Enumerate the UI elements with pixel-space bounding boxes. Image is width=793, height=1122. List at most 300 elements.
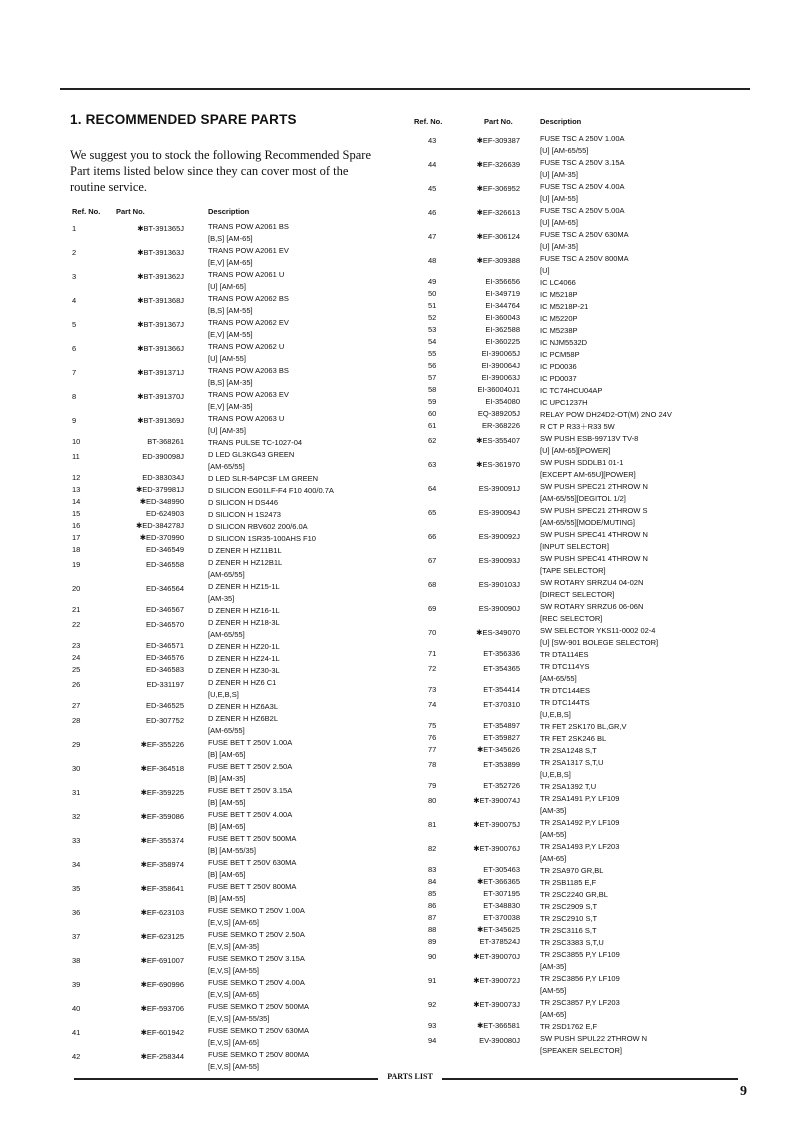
description	[540, 385, 738, 397]
part-no: ES-390103J	[478, 580, 520, 589]
table-row	[70, 665, 390, 677]
table-row	[70, 653, 390, 665]
part-no: ✱ET-390076J	[473, 844, 520, 853]
table-row	[398, 925, 738, 937]
description-line: [B] [AM-55]	[208, 894, 246, 903]
description	[540, 157, 738, 181]
part-no: ✱EF-623103	[140, 908, 184, 917]
part-no: EI-349719	[485, 289, 520, 298]
table-row	[398, 973, 738, 997]
description-line: D ZENER H HZ12B1L	[208, 558, 283, 567]
table-row	[398, 373, 738, 385]
part-no: ✱EF-355374	[140, 836, 184, 845]
part-no: ED-383034J	[142, 473, 184, 482]
table-row	[398, 781, 738, 793]
description-line: FUSE SEMKO T 250V 2.50A	[208, 930, 305, 939]
description-line: SW PUSH ESB-99713V TV-8	[540, 434, 639, 443]
table-row	[398, 901, 738, 913]
description-line: FUSE BET T 250V 3.15A	[208, 786, 293, 795]
ref-no: 84	[428, 877, 437, 886]
description	[540, 277, 738, 289]
description-line: [AM-65/55]	[208, 726, 245, 735]
ref-no: 72	[428, 664, 437, 673]
description	[208, 413, 390, 437]
description-line: [B] [AM-65]	[208, 750, 246, 759]
description-line: [U] [AM-35]	[540, 170, 578, 179]
ref-no: 50	[428, 289, 437, 298]
ref-no: 70	[428, 628, 437, 637]
ref-no: 58	[428, 385, 437, 394]
description-line: IC NJM5532D	[540, 338, 588, 347]
table-row	[398, 889, 738, 901]
part-no: ✱ET-345625	[477, 925, 520, 934]
table-row	[398, 577, 738, 601]
ref-no: 16	[72, 521, 81, 530]
description-line: TR DTC144ES	[540, 686, 591, 695]
description	[208, 221, 390, 245]
ref-no: 37	[72, 932, 81, 941]
part-no: EI-390063J	[481, 373, 520, 382]
part-no: BT-368261	[147, 437, 184, 446]
table-row	[70, 905, 390, 929]
description-line: TR 2SD1762 E,F	[540, 1022, 598, 1031]
description-line: SW PUSH SDDLB1 01-1	[540, 458, 624, 467]
ref-no: 22	[72, 620, 81, 629]
description-line: [AM-65/55]	[208, 462, 245, 471]
description	[208, 521, 390, 533]
description-line: TR FET 2SK246 BL	[540, 734, 607, 743]
description	[208, 881, 390, 905]
table-row	[398, 757, 738, 781]
description-line: SW PUSH SPEC21 2THROW S	[540, 506, 648, 515]
right-table-header	[398, 117, 738, 133]
table-row	[398, 817, 738, 841]
ref-no: 47	[428, 232, 437, 241]
description	[208, 545, 390, 557]
description-line: [B] [AM-65]	[208, 870, 246, 879]
description-line: [U] [AM-65/55]	[540, 146, 589, 155]
table-row	[398, 625, 738, 649]
description-line: [AM-65/55]	[208, 570, 245, 579]
description-line: IC M5218P-21	[540, 302, 589, 311]
description-line: [B] [AM-35]	[208, 774, 246, 783]
description-line: FUSE TSC A 250V 3.15A	[540, 158, 625, 167]
description-line: TRANS POW A2063 EV	[208, 390, 289, 399]
description	[540, 733, 738, 745]
part-no: ED-346576	[146, 653, 184, 662]
ref-no: 5	[72, 320, 77, 329]
table-row	[70, 809, 390, 833]
description	[540, 649, 738, 661]
ref-no: 94	[428, 1036, 437, 1045]
description	[208, 533, 390, 545]
description	[540, 301, 738, 313]
description-line: SW ROTARY SRRZU6 06-06N	[540, 602, 644, 611]
description	[208, 653, 390, 665]
ref-no: 69	[428, 604, 437, 613]
description	[208, 293, 390, 317]
description-line: TRANS POW A2062 BS	[208, 294, 289, 303]
part-no: EQ-389205J	[477, 409, 520, 418]
part-no: ET-352726	[483, 781, 520, 790]
description-line: FUSE TSC A 250V 1.00A	[540, 134, 625, 143]
description	[540, 697, 738, 721]
ref-no: 42	[72, 1052, 81, 1061]
part-no: ✱EF-359086	[140, 812, 184, 821]
table-row	[398, 313, 738, 325]
part-no: ED-307752	[146, 716, 184, 725]
table-row	[398, 289, 738, 301]
description-line: [U,E,B,S]	[540, 770, 571, 779]
description-line: IC PD0037	[540, 374, 577, 383]
description	[208, 497, 390, 509]
table-row	[70, 317, 390, 341]
description-line: IC LC4066	[540, 278, 576, 287]
ref-no: 52	[428, 313, 437, 322]
part-no: ER-368226	[482, 421, 520, 430]
description-line: TRANS POW A2061 EV	[208, 246, 289, 255]
section-title: 1. RECOMMENDED SPARE PARTS	[70, 112, 297, 127]
part-no: ES-390094J	[478, 508, 520, 517]
table-row	[398, 793, 738, 817]
description	[540, 457, 738, 481]
ref-no: 36	[72, 908, 81, 917]
ref-no: 13	[72, 485, 81, 494]
ref-no: 24	[72, 653, 81, 662]
description	[540, 313, 738, 325]
description-line: D ZENER H HZ30-3L	[208, 666, 280, 675]
ref-no: 14	[72, 497, 81, 506]
table-row	[70, 365, 390, 389]
description	[540, 421, 738, 433]
description-line: [AM-65/55][DEGITOL 1/2]	[540, 494, 626, 503]
description-line: FUSE SEMKO T 250V 4.00A	[208, 978, 305, 987]
description-line: D ZENER H HZ24-1L	[208, 654, 280, 663]
part-no: ✱BT-391371J	[137, 368, 184, 377]
table-row	[398, 409, 738, 421]
part-no: ✱EF-306952	[476, 184, 520, 193]
table-row	[398, 877, 738, 889]
description	[540, 625, 738, 649]
ref-no: 4	[72, 296, 77, 305]
description	[208, 437, 390, 449]
description	[208, 485, 390, 497]
ref-no: 19	[72, 560, 81, 569]
description-line: [INPUT SELECTOR]	[540, 542, 609, 551]
description	[540, 361, 738, 373]
ref-no: 29	[72, 740, 81, 749]
part-no: ED-346583	[146, 665, 184, 674]
part-no: ✱EF-593706	[140, 1004, 184, 1013]
description-line: [E,V,S] [AM-65]	[208, 918, 259, 927]
description-line: TR 2SC3856 P,Y LF109	[540, 974, 620, 983]
description-line: D SILICON H DS446	[208, 498, 279, 507]
part-no: ✱EF-326639	[476, 160, 520, 169]
table-row	[398, 181, 738, 205]
description	[540, 397, 738, 409]
footer-label: PARTS LIST	[387, 1072, 433, 1081]
part-no: EV-390080J	[479, 1036, 520, 1045]
table-row	[70, 857, 390, 881]
part-no: ✱EF-623125	[140, 932, 184, 941]
ref-no: 66	[428, 532, 437, 541]
description	[540, 793, 738, 817]
description-line: [REC SELECTOR]	[540, 614, 603, 623]
part-no: ✱EF-601942	[140, 1028, 184, 1037]
ref-no: 85	[428, 889, 437, 898]
description	[208, 1025, 390, 1049]
description-line: [AM-55]	[540, 830, 567, 839]
part-no: ET-307195	[483, 889, 520, 898]
description-line: D SILICON RBV602 200/6.0A	[208, 522, 308, 531]
description	[208, 245, 390, 269]
ref-no: 27	[72, 701, 81, 710]
intro-paragraph: We suggest you to stock the following Recommended Spare Part items listed below since they can cover most of the routine service.	[70, 148, 372, 194]
table-row	[70, 269, 390, 293]
left-table-header	[70, 207, 390, 221]
description	[208, 317, 390, 341]
description	[540, 877, 738, 889]
description-line: [AM-65]	[540, 1010, 567, 1019]
description	[540, 937, 738, 949]
part-no: ✱ET-390073J	[473, 1000, 520, 1009]
part-no: ✱EF-690996	[140, 980, 184, 989]
description	[540, 781, 738, 793]
description-line: FUSE BET T 250V 4.00A	[208, 810, 293, 819]
part-no: ✱EF-691007	[140, 956, 184, 965]
part-no: EI-344764	[485, 301, 520, 310]
table-row	[398, 649, 738, 661]
description-line: TR 2SA970 GR,BL	[540, 866, 604, 875]
table-row	[70, 581, 390, 605]
part-no: ✱EF-326613	[476, 208, 520, 217]
part-no: ✱BT-391362J	[137, 272, 184, 281]
description-line: D ZENER H HZ6 C1	[208, 678, 277, 687]
table-row	[398, 325, 738, 337]
ref-no: 6	[72, 344, 77, 353]
part-no: ET-305463	[483, 865, 520, 874]
right-parts-table	[398, 133, 738, 1057]
part-no: ✱ES-349070	[476, 628, 520, 637]
part-no: ET-356336	[483, 649, 520, 658]
part-no: ✱ED-348990	[139, 497, 184, 506]
description	[540, 901, 738, 913]
description	[540, 841, 738, 865]
description	[208, 581, 390, 605]
part-no: ✱ES-361970	[476, 460, 520, 469]
table-row	[70, 521, 390, 533]
part-no: EI-362588	[485, 325, 520, 334]
part-no: EI-360225	[485, 337, 520, 346]
description	[540, 973, 738, 997]
table-row	[70, 1001, 390, 1025]
description-line: [TAPE SELECTOR]	[540, 566, 606, 575]
ref-no: 57	[428, 373, 437, 382]
table-row	[398, 685, 738, 697]
description-line: D SILICON H 1S2473	[208, 510, 281, 519]
ref-no: 89	[428, 937, 437, 946]
description-line: [E,V,S] [AM-65]	[208, 1038, 259, 1047]
description-line: TR 2SA1493 P,Y LF203	[540, 842, 620, 851]
ref-no: 88	[428, 925, 437, 934]
part-no: ✱BT-391365J	[137, 224, 184, 233]
description-line: TRANS PULSE TC-1027-04	[208, 438, 303, 447]
description	[208, 1049, 390, 1073]
description-line: FUSE TSC A 250V 800MA	[540, 254, 629, 263]
description	[540, 409, 738, 421]
description	[208, 617, 390, 641]
ref-no: 32	[72, 812, 81, 821]
part-no: ✱ED-370990	[139, 533, 184, 542]
description-line: [U] [AM-35]	[208, 426, 246, 435]
description-line: D ZENER H HZ6B2L	[208, 714, 279, 723]
description	[540, 433, 738, 457]
ref-no: 48	[428, 256, 437, 265]
description-line: IC M5238P	[540, 326, 578, 335]
table-row	[398, 397, 738, 409]
ref-no: 81	[428, 820, 437, 829]
description-line: FUSE BET T 250V 2.50A	[208, 762, 293, 771]
table-row	[398, 385, 738, 397]
description-line: [E,V,S] [AM-55/35]	[208, 1014, 270, 1023]
ref-no: 59	[428, 397, 437, 406]
description-line: TR 2SA1392 T,U	[540, 782, 597, 791]
description-line: [E,V,S] [AM-55]	[208, 1062, 259, 1071]
ref-no: 87	[428, 913, 437, 922]
description-line: IC PD0036	[540, 362, 577, 371]
description-line: [DIRECT SELECTOR]	[540, 590, 615, 599]
ref-no: 76	[428, 733, 437, 742]
description-line: TR 2SA1317 S,T,U	[540, 758, 604, 767]
description	[540, 205, 738, 229]
table-row	[398, 913, 738, 925]
ref-no: 60	[428, 409, 437, 418]
table-row	[398, 457, 738, 481]
part-no: ✱BT-391363J	[137, 248, 184, 257]
table-row	[398, 253, 738, 277]
description	[540, 817, 738, 841]
description-line: [U] [AM-55]	[208, 354, 246, 363]
description-line: [B,S] [AM-35]	[208, 378, 253, 387]
table-row	[70, 701, 390, 713]
ref-no: 74	[428, 700, 437, 709]
part-no: ✱EF-309388	[476, 256, 520, 265]
description	[208, 677, 390, 701]
description-line: FUSE SEMKO T 250V 800MA	[208, 1050, 310, 1059]
ref-no: 93	[428, 1021, 437, 1030]
table-row	[70, 833, 390, 857]
table-row	[70, 437, 390, 449]
part-no: ✱EF-364518	[140, 764, 184, 773]
description	[540, 889, 738, 901]
description-line: D SILICON EG01LF-F4 F10 400/0.7A	[208, 486, 334, 495]
header-ref: Ref. No.	[414, 117, 443, 126]
description	[540, 949, 738, 973]
ref-no: 62	[428, 436, 437, 445]
description	[208, 785, 390, 809]
description	[540, 373, 738, 385]
description-line: SW ROTARY SRRZU4 04-02N	[540, 578, 644, 587]
description-line: [B,S] [AM-65]	[208, 234, 253, 243]
part-no: ✱EF-258344	[140, 1052, 184, 1061]
table-row	[398, 481, 738, 505]
ref-no: 92	[428, 1000, 437, 1009]
part-no: ED-346549	[146, 545, 184, 554]
ref-no: 9	[72, 416, 77, 425]
table-row	[398, 553, 738, 577]
description-line: FUSE TSC A 250V 5.00A	[540, 206, 625, 215]
description	[540, 181, 738, 205]
ref-no: 40	[72, 1004, 81, 1013]
ref-no: 1	[72, 224, 77, 233]
ref-no: 35	[72, 884, 81, 893]
description-line: R CT P R33＋R33 5W	[540, 422, 615, 431]
table-row	[70, 545, 390, 557]
description-line: TR DTA114ES	[540, 650, 589, 659]
table-row	[70, 341, 390, 365]
description	[208, 953, 390, 977]
part-no: ET-370310	[483, 700, 520, 709]
part-no: ED-346558	[146, 560, 184, 569]
description-line: D ZENER H HZ18-3L	[208, 618, 280, 627]
description-line: [AM-65/55]	[540, 674, 577, 683]
table-row	[398, 997, 738, 1021]
ref-no: 65	[428, 508, 437, 517]
part-no: ED-346564	[146, 584, 184, 593]
table-row	[398, 721, 738, 733]
table-row	[398, 229, 738, 253]
description	[540, 601, 738, 625]
part-no: ✱ES-355407	[476, 436, 520, 445]
description	[208, 929, 390, 953]
description	[540, 1021, 738, 1033]
description-line: [AM-65/55]	[208, 630, 245, 639]
description-line: [E,V] [AM-55]	[208, 330, 253, 339]
table-row	[398, 949, 738, 973]
part-no: ✱ET-390074J	[473, 796, 520, 805]
table-row	[70, 389, 390, 413]
left-column	[70, 112, 390, 1073]
ref-no: 80	[428, 796, 437, 805]
description-line: D ZENER H HZ20-1L	[208, 642, 280, 651]
description	[540, 481, 738, 505]
description-line: TRANS POW A2062 EV	[208, 318, 289, 327]
description-line: FUSE TSC A 250V 630MA	[540, 230, 629, 239]
description-line: SW PUSH SPUL22 2THROW N	[540, 1034, 648, 1043]
part-no: ET-354365	[483, 664, 520, 673]
ref-no: 83	[428, 865, 437, 874]
table-row	[398, 865, 738, 877]
left-parts-table	[70, 221, 390, 1073]
ref-no: 90	[428, 952, 437, 961]
ref-no: 7	[72, 368, 77, 377]
table-row	[398, 301, 738, 313]
description-line: TR 2SC3116 S,T	[540, 926, 597, 935]
ref-no: 71	[428, 649, 437, 658]
description-line: [B] [AM-55]	[208, 798, 246, 807]
description-line: [AM-35]	[540, 962, 567, 971]
table-row	[398, 601, 738, 625]
ref-no: 61	[428, 421, 437, 430]
table-row	[70, 605, 390, 617]
description	[540, 349, 738, 361]
part-no: ✱BT-391368J	[137, 296, 184, 305]
ref-no: 45	[428, 184, 437, 193]
table-row	[70, 641, 390, 653]
ref-no: 34	[72, 860, 81, 869]
description-line: FUSE BET T 250V 630MA	[208, 858, 297, 867]
ref-no: 55	[428, 349, 437, 358]
